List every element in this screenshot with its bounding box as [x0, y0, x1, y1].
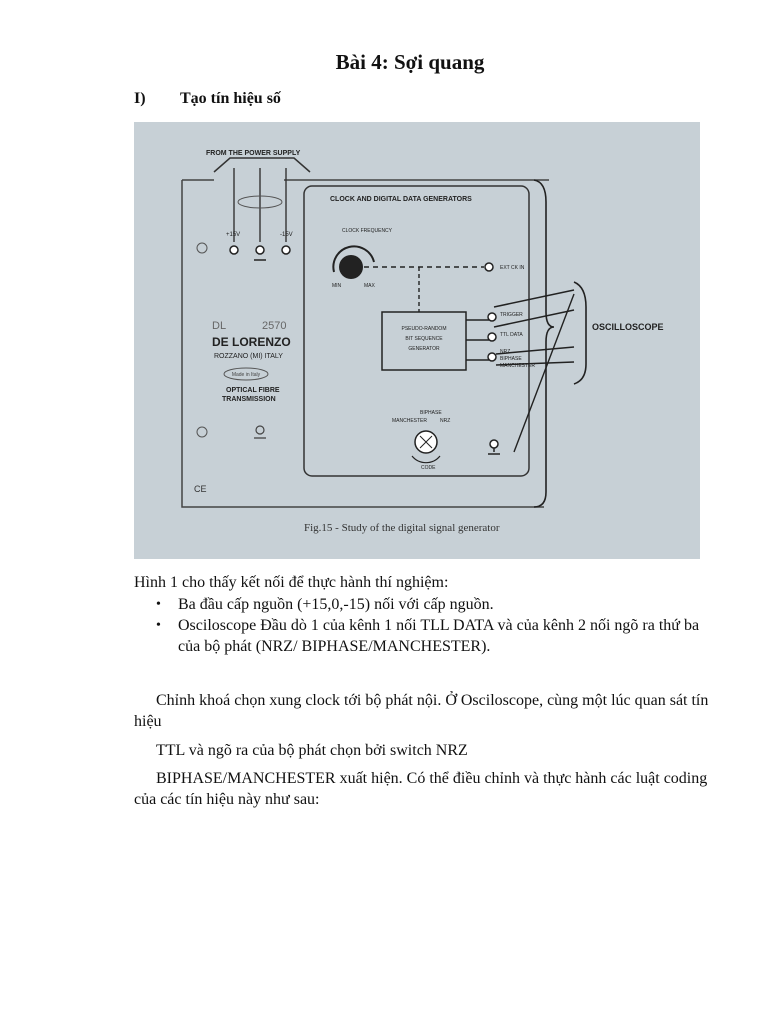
nrz-out-label: NRZ — [500, 349, 511, 355]
generator-line-1: PSEUDO-RANDOM — [401, 326, 447, 332]
paragraph-1: Chỉnh khoá chọn xung clock tới bộ phát nội. Ở Osciloscope, cùng một lúc quan sát tín hiệu — [134, 692, 709, 730]
power-supply-label: FROM THE POWER SUPPLY — [206, 150, 301, 157]
max-label: MAX — [364, 283, 375, 289]
biphase-out-label: BIPHASE — [500, 356, 522, 362]
section-number: I) — [134, 90, 146, 107]
product-line-2: TRANSMISSION — [222, 396, 276, 403]
page-title: Bài 4: Sợi quang — [335, 50, 485, 74]
clock-frequency-label: CLOCK FREQUENCY — [342, 228, 393, 234]
location-label: ROZZANO (MI) ITALY — [214, 353, 283, 360]
paragraph-2: TTL và ngõ ra của bộ phát chọn bởi switch NRZ — [156, 742, 468, 759]
generators-label: CLOCK AND DIGITAL DATA GENERATORS — [330, 196, 472, 203]
list-item: • Osciloscope Đầu dò 1 của kênh 1 nối TLL DATA và của kênh 2 nối ngõ ra thứ ba của bộ phát (NRZ/ BIPHASE/MANCHESTER). — [156, 617, 700, 655]
made-in-italy: Made in Italy — [231, 372, 261, 378]
product-line-1: OPTICAL FIBRE — [226, 387, 280, 394]
min-label: MIN — [332, 283, 342, 289]
figure-photo — [134, 122, 700, 559]
model-dl: DL — [212, 320, 227, 332]
paragraph-3: BIPHASE/MANCHESTER xuất hiện. Có thể điều chỉnh và thực hành các luật coding của các tín hiệu này như sau: — [134, 770, 708, 808]
manchester-switch-label: MANCHESTER — [392, 418, 428, 424]
trigger-label: TRIGGER — [500, 312, 523, 318]
ext-ck-label: EXT CK IN — [500, 265, 525, 271]
brand-logo: DE LORENZO — [212, 335, 291, 349]
bullet-icon: • — [156, 597, 161, 612]
generator-line-2: BIT SEQUENCE — [405, 336, 443, 342]
minus15-label: -15V — [280, 232, 293, 238]
section-title: Tạo tín hiệu số — [180, 90, 281, 107]
manchester-out-label: MANCHESTER — [500, 363, 536, 369]
list-item: • Ba đầu cấp nguồn (+15,0,-15) nối với cấp nguồn. — [156, 596, 494, 613]
oscilloscope-label: OSCILLOSCOPE — [592, 322, 664, 332]
generator-line-3: GENERATOR — [408, 346, 440, 352]
intro-text: Hình 1 cho thấy kết nối để thực hành thí nghiệm: — [134, 574, 449, 591]
figure-caption: Fig.15 - Study of the digital signal generator — [304, 522, 500, 534]
nrz-switch-label: NRZ — [440, 418, 451, 424]
section-heading — [134, 90, 281, 108]
code-label: CODE — [421, 465, 436, 471]
bullet-list — [134, 594, 714, 657]
biphase-switch-label: BIPHASE — [420, 410, 442, 416]
ttl-data-label: TTL DATA — [500, 332, 523, 338]
plus15-label: +15V — [226, 232, 241, 238]
ce-mark: CE — [194, 484, 207, 494]
bullet-icon: • — [156, 618, 161, 633]
model-number: 2570 — [262, 320, 287, 332]
